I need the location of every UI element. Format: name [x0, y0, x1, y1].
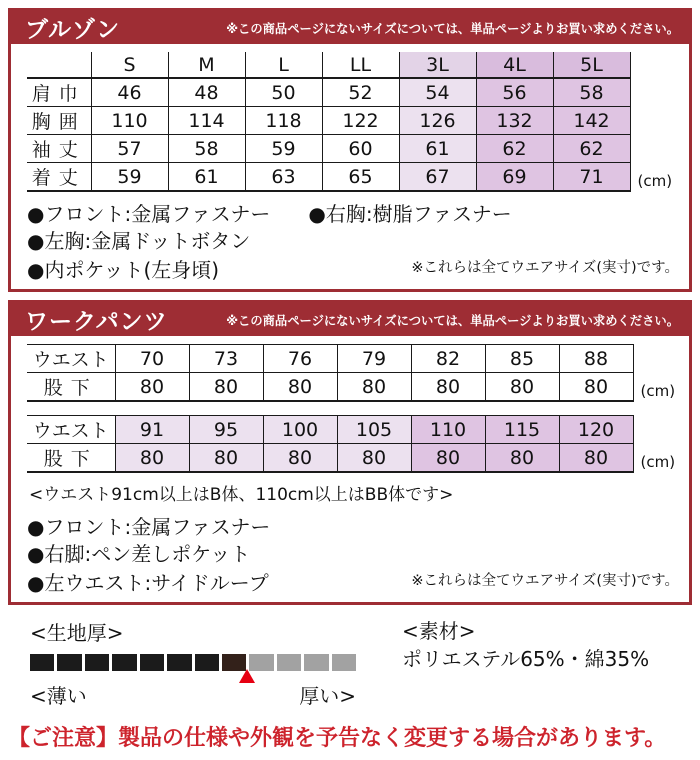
row-label: ウエスト [27, 345, 115, 373]
row-label: 胸囲 [27, 107, 91, 135]
size-value-cell: 115 [485, 416, 559, 444]
thickness-segment-gray [304, 654, 328, 671]
size-value-cell: 110 [411, 416, 485, 444]
size-value-cell: 80 [411, 373, 485, 402]
thin-label: <薄い [30, 684, 87, 708]
size-value-cell: 80 [411, 444, 485, 473]
blouson-unit-label: (cm) [637, 172, 673, 190]
pants-section [8, 300, 692, 605]
pants-header-bar [11, 303, 689, 336]
material-title: <素材> [402, 619, 476, 643]
thick-label: 厚い> [299, 684, 356, 708]
size-value-cell: 118 [245, 107, 322, 135]
size-value-cell: 54 [399, 78, 476, 107]
thickness-segment-black [195, 654, 219, 671]
row-label: 股下 [27, 444, 115, 473]
feature-line [27, 228, 679, 254]
size-value-cell: 65 [322, 163, 399, 192]
size-column-header: S [91, 52, 168, 78]
feature-line [27, 514, 679, 540]
feature-item: ●フロント:金属ファスナー [27, 202, 271, 226]
size-value-cell: 80 [559, 373, 633, 402]
size-value-cell: 67 [399, 163, 476, 192]
size-value-cell: 59 [245, 135, 322, 163]
size-value-cell: 57 [91, 135, 168, 163]
size-value-cell: 61 [168, 163, 245, 192]
blouson-title: ブルゾン [25, 17, 121, 43]
thickness-segment-black [112, 654, 136, 671]
size-column-header: M [168, 52, 245, 78]
size-value-cell: 61 [399, 135, 476, 163]
pants-table2-wrap [27, 415, 679, 473]
thickness-segment-black [30, 654, 54, 671]
material-block [402, 617, 649, 709]
row-label: 股下 [27, 373, 115, 402]
fabric-thickness-block [30, 617, 356, 709]
thickness-segment-gray [332, 654, 356, 671]
size-column-header: LL [322, 52, 399, 78]
size-value-cell: 114 [168, 107, 245, 135]
size-value-cell: 88 [559, 345, 633, 373]
row-label: 着丈 [27, 163, 91, 192]
size-value-cell: 95 [189, 416, 263, 444]
size-value-cell: 126 [399, 107, 476, 135]
size-value-cell: 62 [553, 135, 630, 163]
size-value-cell: 79 [337, 345, 411, 373]
feature-line [27, 255, 679, 283]
thickness-gauge [30, 654, 356, 671]
size-value-cell: 82 [411, 345, 485, 373]
feature-item: ●右脚:ペン差しポケット [27, 542, 251, 566]
row-label: ウエスト [27, 416, 115, 444]
size-value-cell: 58 [553, 78, 630, 107]
size-value-cell: 80 [485, 373, 559, 402]
size-value-cell: 80 [189, 444, 263, 473]
size-column-header: 3L [399, 52, 476, 78]
size-value-cell: 142 [553, 107, 630, 135]
pants-unit-label: (cm) [640, 453, 676, 471]
feature-item: ●左胸:金属ドットボタン [27, 229, 251, 253]
pants-body [11, 336, 689, 602]
size-value-cell: 132 [476, 107, 553, 135]
size-value-cell: 69 [476, 163, 553, 192]
feature-item: ●フロント:金属ファスナー [27, 515, 271, 539]
feature-item: ●右胸:樹脂ファスナー [308, 202, 512, 226]
size-value-cell: 122 [322, 107, 399, 135]
size-column-header: 5L [553, 52, 630, 78]
size-value-cell: 58 [168, 135, 245, 163]
thickness-marker-triangle-icon [239, 669, 255, 683]
size-value-cell: 48 [168, 78, 245, 107]
blouson-size-note: ※これらは全てウエアサイズ(実寸)です。 [411, 260, 679, 276]
size-column-header: 4L [476, 52, 553, 78]
caution-notice: 【ご注意】製品の仕様や外観を予告なく変更する場合があります。 [8, 726, 667, 751]
size-value-cell: 62 [476, 135, 553, 163]
corner-cell [27, 52, 91, 78]
thickness-bar [30, 654, 356, 671]
pants-size-note: ※これらは全てウエアサイズ(実寸)です。 [411, 573, 679, 589]
thickness-segment-black [85, 654, 109, 671]
size-value-cell: 80 [485, 444, 559, 473]
row-label: 肩巾 [27, 78, 91, 107]
blouson-section [8, 8, 692, 292]
feature-item: ●内ポケット(左身頃) [27, 258, 220, 282]
size-value-cell: 85 [485, 345, 559, 373]
size-value-cell: 60 [322, 135, 399, 163]
size-value-cell: 73 [189, 345, 263, 373]
size-value-cell: 52 [322, 78, 399, 107]
fabric-thickness-title: <生地厚> [30, 621, 124, 645]
feature-line [27, 568, 679, 596]
size-value-cell: 80 [115, 373, 189, 402]
size-value-cell: 80 [115, 444, 189, 473]
blouson-size-table [27, 52, 631, 192]
blouson-table-wrap [27, 52, 679, 192]
material-value: ポリエステル65%・綿35% [402, 647, 650, 671]
row-label: 袖丈 [27, 135, 91, 163]
pants-size-table-large [27, 415, 634, 473]
size-value-cell: 63 [245, 163, 322, 192]
size-value-cell: 110 [91, 107, 168, 135]
size-value-cell: 80 [337, 444, 411, 473]
size-value-cell: 80 [263, 373, 337, 402]
size-value-cell: 120 [559, 416, 633, 444]
pants-size-table-regular [27, 344, 634, 402]
blouson-header-bar [11, 11, 689, 44]
size-value-cell: 105 [337, 416, 411, 444]
fabric-material-row [8, 617, 692, 709]
size-value-cell: 59 [91, 163, 168, 192]
pants-features [27, 514, 679, 596]
size-value-cell: 70 [115, 345, 189, 373]
size-value-cell: 80 [559, 444, 633, 473]
thickness-segment-black [57, 654, 81, 671]
pants-table1-wrap [27, 344, 679, 402]
pants-body-type-note: <ウエスト91cm以上はB体、110cm以上はBB体です> [29, 485, 454, 505]
size-value-cell: 46 [91, 78, 168, 107]
size-value-cell: 80 [337, 373, 411, 402]
size-value-cell: 56 [476, 78, 553, 107]
size-value-cell: 50 [245, 78, 322, 107]
blouson-features [27, 201, 679, 283]
thickness-segment-gray [277, 654, 301, 671]
feature-item: ●左ウエスト:サイドループ [27, 571, 269, 595]
thickness-segment-black [167, 654, 191, 671]
size-value-cell: 80 [263, 444, 337, 473]
feature-line [27, 201, 679, 227]
size-value-cell: 80 [189, 373, 263, 402]
thickness-scale-labels [30, 680, 356, 709]
thickness-segment-black [140, 654, 164, 671]
size-column-header: L [245, 52, 322, 78]
pants-header-note: ※この商品ページにないサイズについては、単品ページよりお買い求めください。 [226, 313, 679, 328]
size-value-cell: 91 [115, 416, 189, 444]
pants-unit-label: (cm) [640, 382, 676, 400]
blouson-body [11, 44, 689, 289]
size-value-cell: 71 [553, 163, 630, 192]
size-value-cell: 100 [263, 416, 337, 444]
blouson-header-note: ※この商品ページにないサイズについては、単品ページよりお買い求めください。 [226, 21, 679, 36]
size-value-cell: 76 [263, 345, 337, 373]
pants-title: ワークパンツ [25, 309, 168, 335]
feature-line [27, 541, 679, 567]
